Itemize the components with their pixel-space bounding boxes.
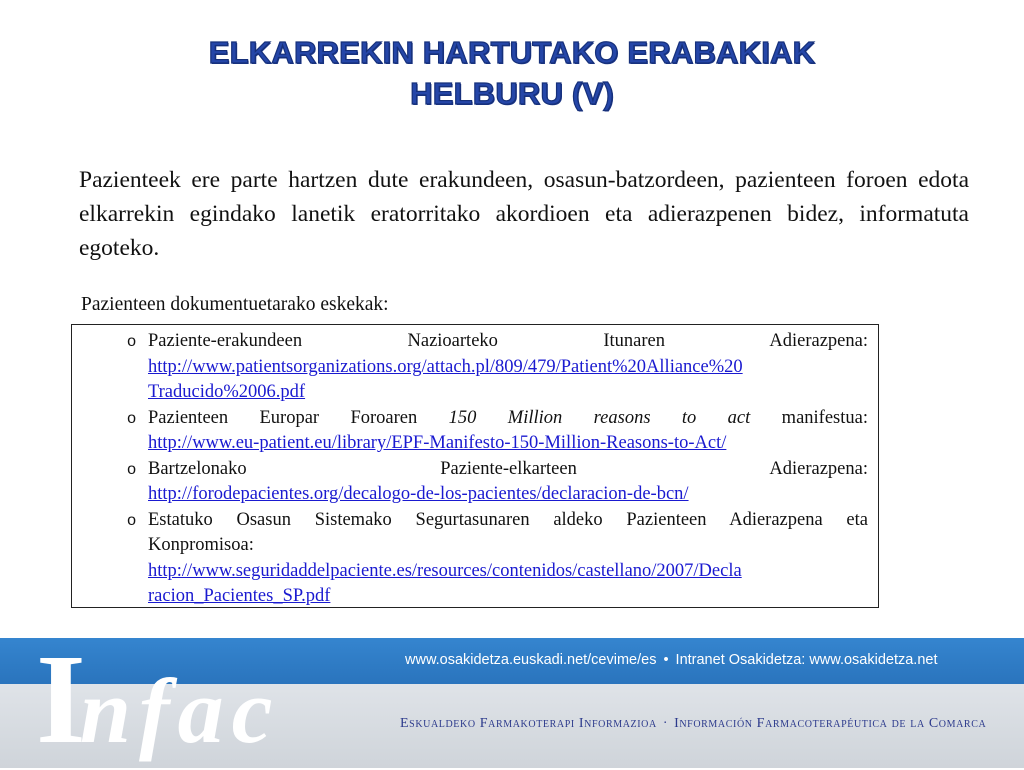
footer-url-intranet[interactable]: Intranet Osakidetza: www.osakidetza.net [675, 652, 938, 668]
slide-title-line-2: HELBURU (V) [410, 76, 614, 111]
bullet-icon: o [127, 409, 136, 427]
slide-title-line-1: ELKARREKIN HARTUTAKO ERABAKIAK [208, 35, 816, 70]
footer-tagline [400, 716, 1000, 732]
document-title [148, 406, 868, 432]
bullet-icon: o [127, 460, 136, 478]
footer-url-cevime[interactable]: www.osakidetza.euskadi.net/cevime/es [405, 652, 657, 668]
document-title-italic: 150 Million reasons to act [448, 407, 751, 428]
tagline-basque: Eskualdeko Farmakoterapi Informazioa [400, 716, 657, 731]
documents-list [72, 325, 878, 610]
document-link-continuation[interactable]: Traducido%2006.pdf [148, 382, 306, 402]
document-title-start: Pazienteen Europar Foroaren [148, 407, 449, 428]
logo-initial: I [36, 628, 80, 770]
document-link[interactable]: http://www.eu-patient.eu/library/EPF-Manifesto-150-Million-Reasons-to-Act/ [148, 433, 727, 453]
document-item-1 [72, 329, 868, 406]
document-item-4 [72, 508, 868, 610]
footer-urls [405, 652, 995, 668]
tagline-spanish: Información Farmacoterapéutica de la Comarca [674, 716, 987, 731]
footer-banner [0, 628, 1024, 770]
document-link[interactable]: http://www.patientsorganizations.org/attach.pl/809/479/Patient%20Alliance%20 [148, 356, 743, 377]
documents-heading: Pazienteen dokumentuetarako eskekak: [81, 294, 389, 315]
document-item-2 [72, 406, 868, 457]
documents-box [71, 324, 879, 608]
document-title: Bartzelonako Paziente-elkarteen Adierazpena: [148, 458, 868, 479]
slide-title [60, 32, 964, 114]
document-item-3 [72, 457, 868, 508]
document-title: Estatuko Osasun Sistemako Segurtasunaren aldeko Pazienteen Adierazpena eta [148, 509, 868, 530]
document-link[interactable]: http://www.seguridaddelpaciente.es/resources/contenidos/castellano/2007/Decla [148, 560, 742, 581]
logo-rest: nfac [79, 660, 281, 762]
bullet-icon: o [127, 333, 136, 350]
footer-url-separator: • [663, 652, 669, 668]
document-title-end: manifestua: [750, 407, 868, 428]
document-link[interactable]: http://forodepacientes.org/decalogo-de-los-pacientes/declaracion-de-bcn/ [148, 484, 689, 504]
document-title: Paziente-erakundeen Nazioarteko Itunaren Adierazpena: [148, 331, 868, 351]
intro-paragraph: Pazienteek ere parte hartzen dute erakundeen, osasun-batzordeen, pazienteen foroen edota elkarrekin egindako lanetik eratorritako akordioen eta adierazpenen bidez, informatuta egoteko. [79, 167, 969, 261]
tagline-separator: · [662, 716, 669, 731]
document-link-continuation[interactable]: racion_Pacientes_SP.pdf [148, 586, 331, 606]
document-title-continuation: Konpromisoa: [148, 535, 254, 555]
bullet-icon: o [127, 511, 136, 529]
